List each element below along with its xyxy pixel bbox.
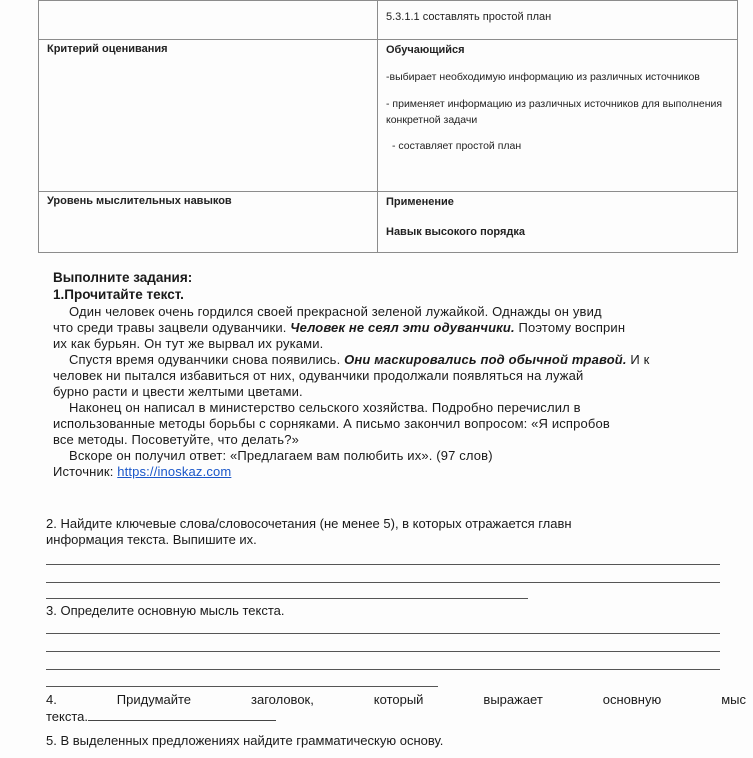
learning-objective: 5.3.1.1 составлять простой план [386, 11, 552, 23]
task4-word: который [373, 692, 424, 707]
text-segment: что среди травы зацвели одуванчики. [53, 320, 291, 335]
task4-word: заголовок, [251, 692, 314, 707]
answer-line[interactable] [46, 582, 720, 583]
criteria-item: -выбирает необходимую информацию из различных источников [386, 71, 700, 83]
text-line: бурно расти и цвести желтыми цветами. [53, 384, 303, 399]
task1-heading: 1.Прочитайте текст. [53, 287, 184, 302]
thinking-level-label: Уровень мыслительных навыков [47, 195, 232, 207]
text-line: Вскоре он получил ответ: «Предлагаем вам полюбить их». (97 слов) [69, 448, 493, 463]
task4-word: основную [602, 692, 662, 707]
task2-line: 2. Найдите ключевые слова/словосочетания (не менее 5), в которых отражается главн [46, 516, 572, 531]
task5: 5. В выделенных предложениях найдите грамматическую основу. [46, 733, 444, 748]
table-row [39, 40, 738, 192]
answer-line[interactable] [46, 564, 720, 565]
task2 [46, 516, 720, 548]
answer-line[interactable] [46, 633, 720, 634]
text-segment: Спустя время одуванчики снова появились. [69, 352, 345, 367]
task4-word: 4. [46, 692, 57, 707]
highlighted-sentence: Человек не сеял эти одуванчики. [290, 320, 515, 335]
criteria-label: Критерий оценивания [47, 43, 168, 55]
task4-tail: текста. [46, 709, 89, 724]
table-cell [39, 40, 378, 192]
text-line [53, 352, 721, 368]
thinking-level-order: Навык высокого порядка [386, 226, 526, 238]
task4 [46, 692, 746, 725]
task4-word: мыс [721, 692, 746, 707]
table-cell [378, 192, 738, 253]
source-line [53, 464, 721, 480]
section-heading: Выполните задания: [53, 270, 193, 285]
reading-text [53, 304, 721, 480]
text-line [53, 320, 721, 336]
task4-line [46, 708, 720, 725]
answer-line[interactable] [46, 686, 438, 687]
text-line: человек ни пытался избавиться от них, одуванчики продолжали появляться на лужай [53, 368, 584, 383]
text-segment: Поэтому восприн [514, 320, 626, 335]
answer-line[interactable] [46, 669, 720, 670]
answer-line[interactable] [46, 598, 528, 599]
table-cell [39, 1, 378, 40]
text-line: их как бурьян. Он тут же вырвал их руками. [53, 336, 324, 351]
table-cell [39, 192, 378, 253]
text-segment: И к [626, 352, 650, 367]
table-row [39, 1, 738, 40]
table-row [39, 192, 738, 253]
text-line: использованные методы борьбы с сорняками. А письмо закончил вопросом: «Я испробов [53, 416, 610, 431]
table-cell [378, 40, 738, 192]
task2-line: информация текста. Выпишите их. [46, 532, 257, 547]
thinking-level-value: Применение [386, 196, 454, 208]
answer-line[interactable] [46, 651, 720, 652]
task4-word: Придумайте [116, 692, 192, 707]
criteria-item: - составляет простой план [392, 140, 522, 152]
text-line: Один человек очень гордился своей прекрасной зеленой лужайкой. Однажды он увид [69, 304, 602, 319]
task4-line [46, 692, 746, 708]
table-cell [378, 1, 738, 40]
criteria-item: - применяет информацию из различных источников для выполнения конкретной задачи [386, 98, 723, 126]
task3: 3. Определите основную мысль текста. [46, 603, 285, 618]
criteria-title: Обучающийся [386, 44, 465, 56]
criteria-table [38, 0, 738, 253]
source-link[interactable]: https://inoskaz.com [117, 464, 232, 479]
source-label: Источник: [53, 464, 118, 479]
highlighted-sentence: Они маскировались под обычной травой. [344, 352, 627, 367]
text-line: Наконец он написал в министерство сельского хозяйства. Подробно перечислил в [69, 400, 581, 415]
text-line: все методы. Посоветуйте, что делать?» [53, 432, 299, 447]
task4-word: выражает [483, 692, 543, 707]
title-answer-blank[interactable] [88, 708, 276, 721]
